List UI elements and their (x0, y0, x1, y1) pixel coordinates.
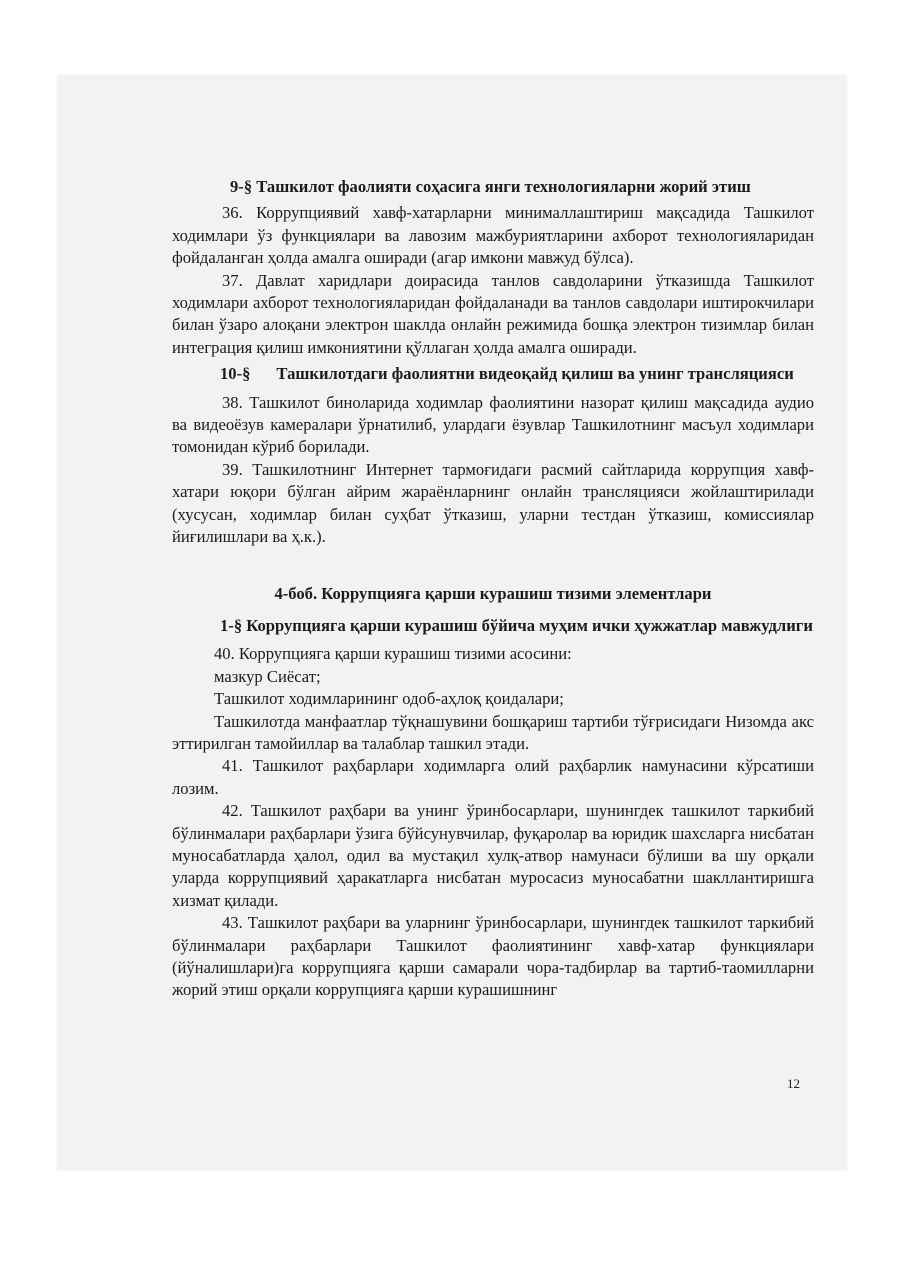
section-10-heading (172, 363, 814, 385)
paragraph-40: 40. Коррупцияга қарши курашиш тизими асосини: (214, 644, 572, 664)
document-body (172, 176, 814, 1002)
paragraph-37: 37. Давлат харидлари доирасида танлов савдоларини ўтказишда Ташкилот ходимлари ахборот технологияларидан фойдаланади ва танлов савдолари иштирокчилари билан ўзаро алоқани электрон шаклда онлайн режимида бошқа электрон тизимлар билан интеграция қилиш имкониятини қўллаган ҳолда амалга оширади. (172, 270, 814, 357)
paragraph-40-item-policy: мазкур Сиёсат; (214, 666, 321, 686)
paragraph-39: 39. Ташкилотнинг Интернет тармоғидаги расмий сайтларида коррупция хавф-хатари юқори бўлган айрим жараёнларнинг онлайн трансляцияси жойлаштирилади (хусусан, ходимлар билан суҳбат ўтказиш, уларни тестдан ўтказиш, комиссиялар йиғилишлари ва ҳ.к.). (172, 459, 814, 547)
paragraph-40-item-ethics: Ташкилот ходимларининг одоб-аҳлоқ қоидалари; (214, 689, 564, 709)
paragraph-41: 41. Ташкилот раҳбарлари ходимларга олий раҳбарлик намунасини кўрсатиши лозим. (172, 756, 814, 798)
paragraph-43: 43. Ташкилот раҳбари ва уларнинг ўринбосарлари, шунингдек ташкилот таркибий бўлинмалари раҳбарлари Ташкилот фаолиятининг хавф-хатар функциялари (йўналишлари)га коррупцияга қарши самарали чора-тадбирлар ва тартиб-таомилларни жорий этиш орқали коррупцияга қарши курашишнинг (172, 913, 814, 1000)
section-1-heading: 1-§ Коррупцияга қарши курашиш бўйича муҳим ички ҳужжатлар мавжудлиги (220, 615, 813, 635)
paragraph-40-item-regulation: Ташкилотда манфаатлар тўқнашувини бошқариш тартиби тўғрисидаги Низомда акс эттирилган тамойиллар ва талаблар ташкил этади. (172, 711, 814, 753)
section-10-title: Ташкилотдаги фаолиятни видеоқайд қилиш ва унинг трансляцияси (276, 364, 794, 384)
section-9-heading: 9-§ Ташкилот фаолияти соҳасига янги технологияларни жорий этиш (230, 177, 751, 196)
section-10-number: 10-§ (220, 364, 251, 384)
paragraph-42: 42. Ташкилот раҳбари ва унинг ўринбосарлари, шунингдек ташкилот таркибий бўлинмалари раҳбарлари ўзига бўйсунувчилар, фуқаролар ва юридик шахсларга нисбатан муносабатларда ҳалол, одил ва мустақил хулқ-атвор намунаси бўлиши ва шу орқали уларда коррупциявий ҳаракатларга нисбатан муросасиз муносабатни шакллантиришга хизмат қилади. (172, 801, 814, 910)
page-number: 12 (787, 1076, 800, 1091)
paragraph-36: 36. Коррупциявий хавф-хатарларни минималлаштириш мақсадида Ташкилот ходимлари ўз функциялари ва лавозим мажбуриятларини ахборот технологияларидан фойдаланган ҳолда амалга оширади (агар имкони мавжуд бўлса). (172, 203, 814, 268)
paragraph-38: 38. Ташкилот биноларида ходимлар фаолиятини назорат қилиш мақсадида аудио ва видеоёзув камералари ўрнатилиб, улардаги ёзувлар Ташкилотнинг масъул ходимлари томонидан кўриб борилади. (172, 392, 814, 457)
chapter-4-heading: 4-боб. Коррупцияга қарши курашиш тизими элементлари (274, 583, 712, 603)
